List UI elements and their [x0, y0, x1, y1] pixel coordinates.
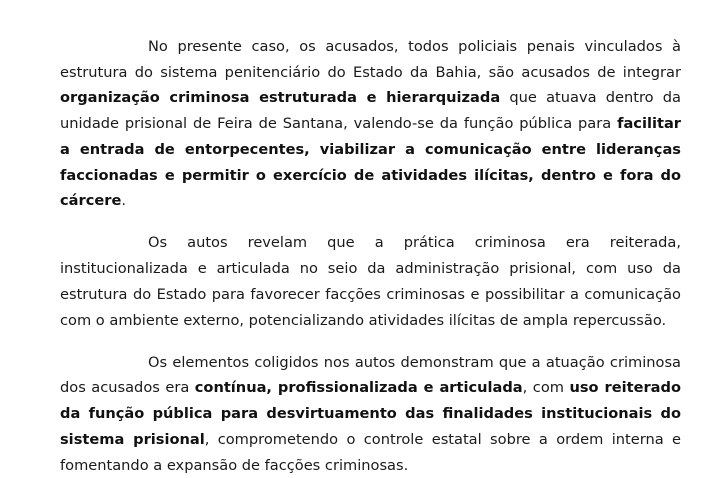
paragraph-1: [60, 34, 681, 214]
emphasis-text: uso reiterado da função pública para desvirtuamento das finalidades institucionais do sistema prisional: [60, 379, 681, 448]
text-segment: No presente caso, os acusados, todos policiais penais vinculados à estrutura do sistema penitenciário do Estado da Bahia, são acusados de integrar: [60, 38, 681, 81]
text-segment: , com: [522, 379, 570, 397]
text-segment: .: [121, 192, 126, 210]
paragraph-2: [60, 230, 681, 333]
text-segment: que atuava dentro da unidade prisional de Feira de Santana, valendo-se da função pública para: [60, 89, 681, 133]
emphasis-text: contínua, profissionalizada e articulada: [194, 379, 523, 397]
emphasis-text: facilitar a entrada de entorpecentes, viabilizar a comunicação entre lideranças faccionadas e permitir o exercício de atividades ilícitas, dentro e fora do cárcere: [60, 115, 681, 210]
document-body: [60, 34, 681, 478]
text-segment: , comprometendo o controle estatal sobre a ordem interna e fomentando a expansão de facções criminosas.: [60, 430, 681, 474]
paragraph-3: [60, 350, 681, 478]
text-segment: Os autos revelam que a prática criminosa era reiterada, institucionalizada e articulada no seio da administração prisional, com uso da estrutura do Estado para favorecer facções criminosas e possibilitar a comunicação com o ambiente externo, potencializando atividades ilícitas de ampla repercussão.: [60, 234, 681, 329]
text-segment: Os elementos coligidos nos autos demonstram que a atuação criminosa dos acusados era: [60, 353, 681, 397]
emphasis-text: organização criminosa estruturada e hierarquizada: [60, 89, 501, 107]
